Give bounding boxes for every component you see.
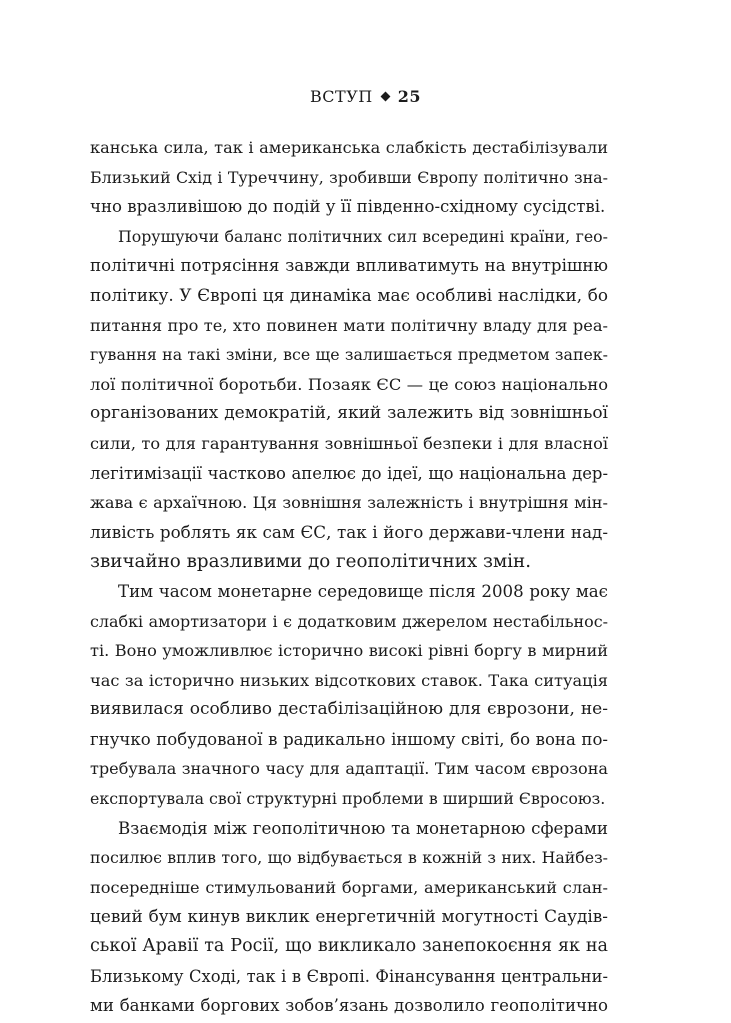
- text-line: час за історично низьких відсоткових ставок. Така ситуація: [90, 670, 608, 690]
- text-line: питання про те, хто повинен мати політичну владу для реа-: [90, 315, 608, 335]
- text-line: експортувала свої структурні проблеми в ширший Євросоюз.: [90, 789, 606, 809]
- text-line: виявилася особливо дестабілізаційною для єврозони, не-: [90, 699, 608, 720]
- text-line: політику. У Європі ця динаміка має особливі наслідки, бо: [90, 284, 608, 305]
- text-line: требувала значного часу для адаптації. Тим часом єврозона: [90, 759, 608, 779]
- text-line: Взаємодія між геополітичною та монетарною сферами: [118, 818, 608, 838]
- page-number: 25: [397, 87, 421, 106]
- running-header: [0, 86, 731, 108]
- text-line: ті. Воно уможливлює історично високі рівні боргу в мирний: [90, 641, 608, 661]
- text-line: лої політичної боротьби. Позаяк ЄС — це союз національно: [90, 374, 608, 394]
- text-line: посилює вплив того, що відбувається в кожній з них. Найбез-: [90, 848, 608, 868]
- section-title: ВСТУП: [310, 87, 373, 106]
- text-line: Порушуючи баланс політичних сил всередині країни, гео-: [118, 226, 608, 246]
- text-line: цевий бум кинув виклик енергетичній могутності Саудів-: [90, 906, 608, 927]
- text-line: посередніше стимульований боргами, американський слан-: [90, 877, 608, 897]
- text-line: ської Аравії та Росії, що викликало занепокоєння як на: [90, 936, 608, 957]
- text-line: Близький Схід і Туреччину, зробивши Європу політично зна-: [90, 167, 608, 187]
- text-line: канська сила, так і американська слабкість дестабілізували: [90, 138, 608, 157]
- text-line: політичні потрясіння завжди впливатимуть на внутрішню: [90, 256, 608, 276]
- text-line: організованих демократій, який залежить від зовнішньої: [90, 403, 608, 424]
- text-line: сили, то для гарантування зовнішньої безпеки і для власної: [90, 433, 608, 453]
- text-line: гнучко побудованої в радикально іншому світі, бо вона по-: [90, 729, 608, 749]
- body-text: [90, 133, 608, 1021]
- text-line: слабкі амортизатори і є додатковим джерелом нестабільнос-: [90, 611, 608, 631]
- text-line: ливість роблять як сам ЄС, так і його держави-члени над-: [90, 521, 608, 542]
- text-line: Близькому Сході, так і в Європі. Фінансування центральни-: [90, 966, 608, 986]
- text-line: жава є архаїчною. Ця зовнішня залежність і внутрішня мін-: [90, 493, 608, 513]
- text-line: чно вразливішою до подій у її південно-східному сусідстві.: [90, 197, 606, 217]
- text-line: легітимізації частково апелює до ідеї, що національна дер-: [90, 463, 608, 483]
- text-line: ми банками боргових зобов’язань дозволило геополітично: [90, 996, 608, 1016]
- diamond-separator-icon: [380, 92, 390, 102]
- text-line: гування на такі зміни, все ще залишається предметом запек-: [90, 345, 608, 365]
- text-line: звичайно вразливими до геополітичних змін.: [90, 551, 532, 573]
- text-line: Тим часом монетарне середовище після 2008 року має: [118, 581, 608, 601]
